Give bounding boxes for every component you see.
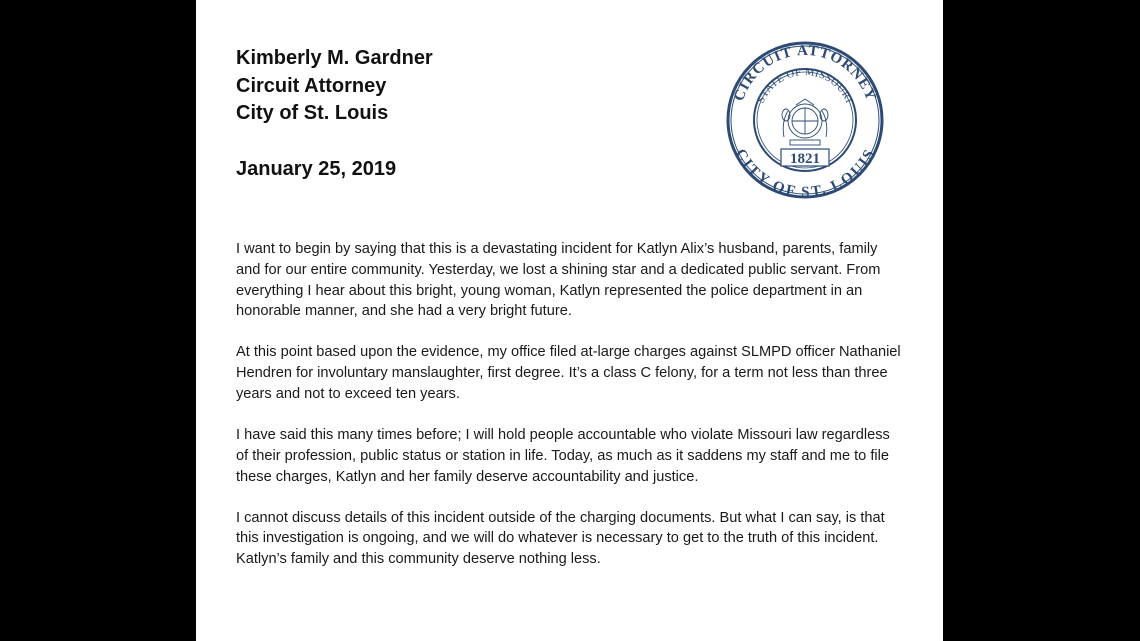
seal-top-text: CIRCUIT ATTORNEY	[731, 42, 879, 104]
letterhead	[236, 45, 433, 128]
author-name: Kimberly M. Gardner	[236, 47, 433, 69]
author-title: Circuit Attorney	[236, 74, 387, 97]
statement-body	[236, 239, 904, 590]
statement-paragraph: I cannot discuss details of this incident outside of the charging documents. But what I can say, is that this investigation is ongoing, and we will do whatever is necessary to get to the truth of this incident. Katlyn’s family and this community deserve nothing less.	[236, 509, 885, 568]
statement-paragraph: I have said this many times before; I will hold people accountable who violate Missouri law regardless of their profession, public status or station in life. Today, as much as it saddens my staff and me to file these charges, Katlyn and her family deserve accountability and justice.	[236, 426, 890, 485]
statement-date: January 25, 2019	[236, 158, 397, 180]
author-city: City of St. Louis	[236, 102, 389, 124]
statement-paragraph: At this point based upon the evidence, my office filed at-large charges against SLMPD officer Nathaniel Hendren for involuntary manslaughter, first degree. It’s a class C felony, for a term not less than three years and not to exceed ten years.	[236, 344, 901, 402]
statement-document	[196, 0, 943, 641]
statement-paragraph: I want to begin by saying that this is a devastating incident for Katlyn Alix’s husband, parents, family and for our entire community. Yesterday, we lost a shining star and a dedicated public servant. From everything I hear about this bright, young woman, Katlyn represented the police department in an honorable manner, and she had a very bright future.	[236, 241, 881, 320]
seal-inner-text: STATE OF MISSOURI	[755, 66, 855, 106]
seal-bottom-text: CITY OF ST. LOUIS	[731, 146, 879, 199]
seal-year: 1821	[790, 151, 820, 167]
circuit-attorney-seal	[726, 41, 884, 199]
